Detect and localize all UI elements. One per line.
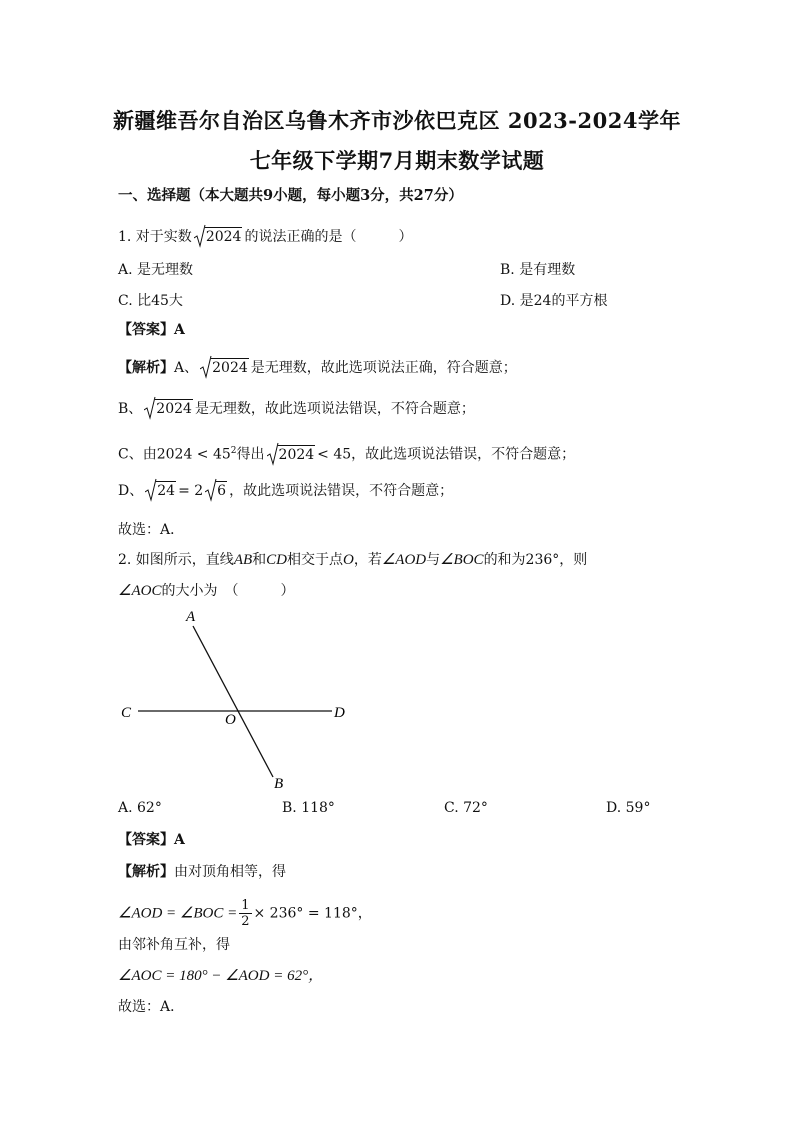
fraction-one-half: $\frac{1}{2}$ — [241, 898, 250, 929]
q2-stem-line-2: ∠AOC的大小为 （ ） — [118, 583, 295, 599]
q2-stem-line-1: 2. 如图所示，直线AB和CD相交于点O，若∠AOD与∠BOC的和为236°，则 — [118, 552, 588, 568]
q1-explanation-a: 【解析】A、 2024 是无理数，故此选项说法正确，符合题意； — [118, 358, 517, 378]
q2-answer: 【答案】A — [118, 832, 185, 848]
q2-conclusion: 故选：A． — [118, 999, 185, 1015]
q1-explanation-c: C、由$2024 < 45^2$得出 2024 < 45，故此选项说法错误，不符合题意； — [118, 441, 575, 465]
geometry-figure — [110, 600, 360, 795]
q1-stem: 1. 对于实数 2024 的说法正确的是（ ） — [118, 227, 412, 247]
title-line-1: 新疆维吾尔自治区乌鲁木齐市沙依巴克区 2023-2024学年 — [113, 108, 681, 133]
q2-explanation-intro: 【解析】由对顶角相等，得 — [118, 864, 286, 880]
q2-option-a: A. 62° — [118, 800, 162, 816]
q1-option-d: D. 是24的平方根 — [500, 293, 608, 309]
section-heading: 一、选择题（本大题共9小题，每小题3分，共27分） — [118, 187, 463, 204]
label-a: A — [186, 609, 196, 625]
q2-option-d: D. 59° — [606, 800, 651, 816]
sqrt-symbol: 2024 — [194, 227, 243, 247]
label-d: D — [334, 705, 345, 721]
label-o: O — [225, 712, 236, 728]
q2-explanation-mid: 由邻补角互补，得 — [118, 937, 230, 953]
q2-option-b: B. 118° — [282, 800, 335, 816]
q2-option-c: C. 72° — [444, 800, 488, 816]
q1-option-c: C. 比45大 — [118, 293, 183, 309]
q1-option-b: B. 是有理数 — [500, 262, 576, 278]
line-ab — [193, 626, 273, 777]
q1-option-a: A. 是无理数 — [118, 262, 194, 278]
q1-conclusion: 故选：A． — [118, 522, 185, 538]
q1-answer: 【答案】A — [118, 322, 185, 338]
title-line-2: 七年级下学期7月期末数学试题 — [249, 148, 545, 173]
q1-explanation-d: D、 24 = 2 6 ，故此选项说法错误，不符合题意； — [118, 481, 453, 501]
q1-explanation-b: B、 2024 是无理数，故此选项说法错误，不符合题意； — [118, 399, 475, 419]
label-c: C — [121, 705, 132, 721]
q2-equation-2: ∠AOC = 180° − ∠AOD = 62°， — [118, 968, 324, 984]
q2-equation-1: ∠AOD = ∠BOC = $\frac{1}{2}$ × 236° = 118°， — [118, 898, 372, 929]
label-b: B — [274, 776, 284, 792]
